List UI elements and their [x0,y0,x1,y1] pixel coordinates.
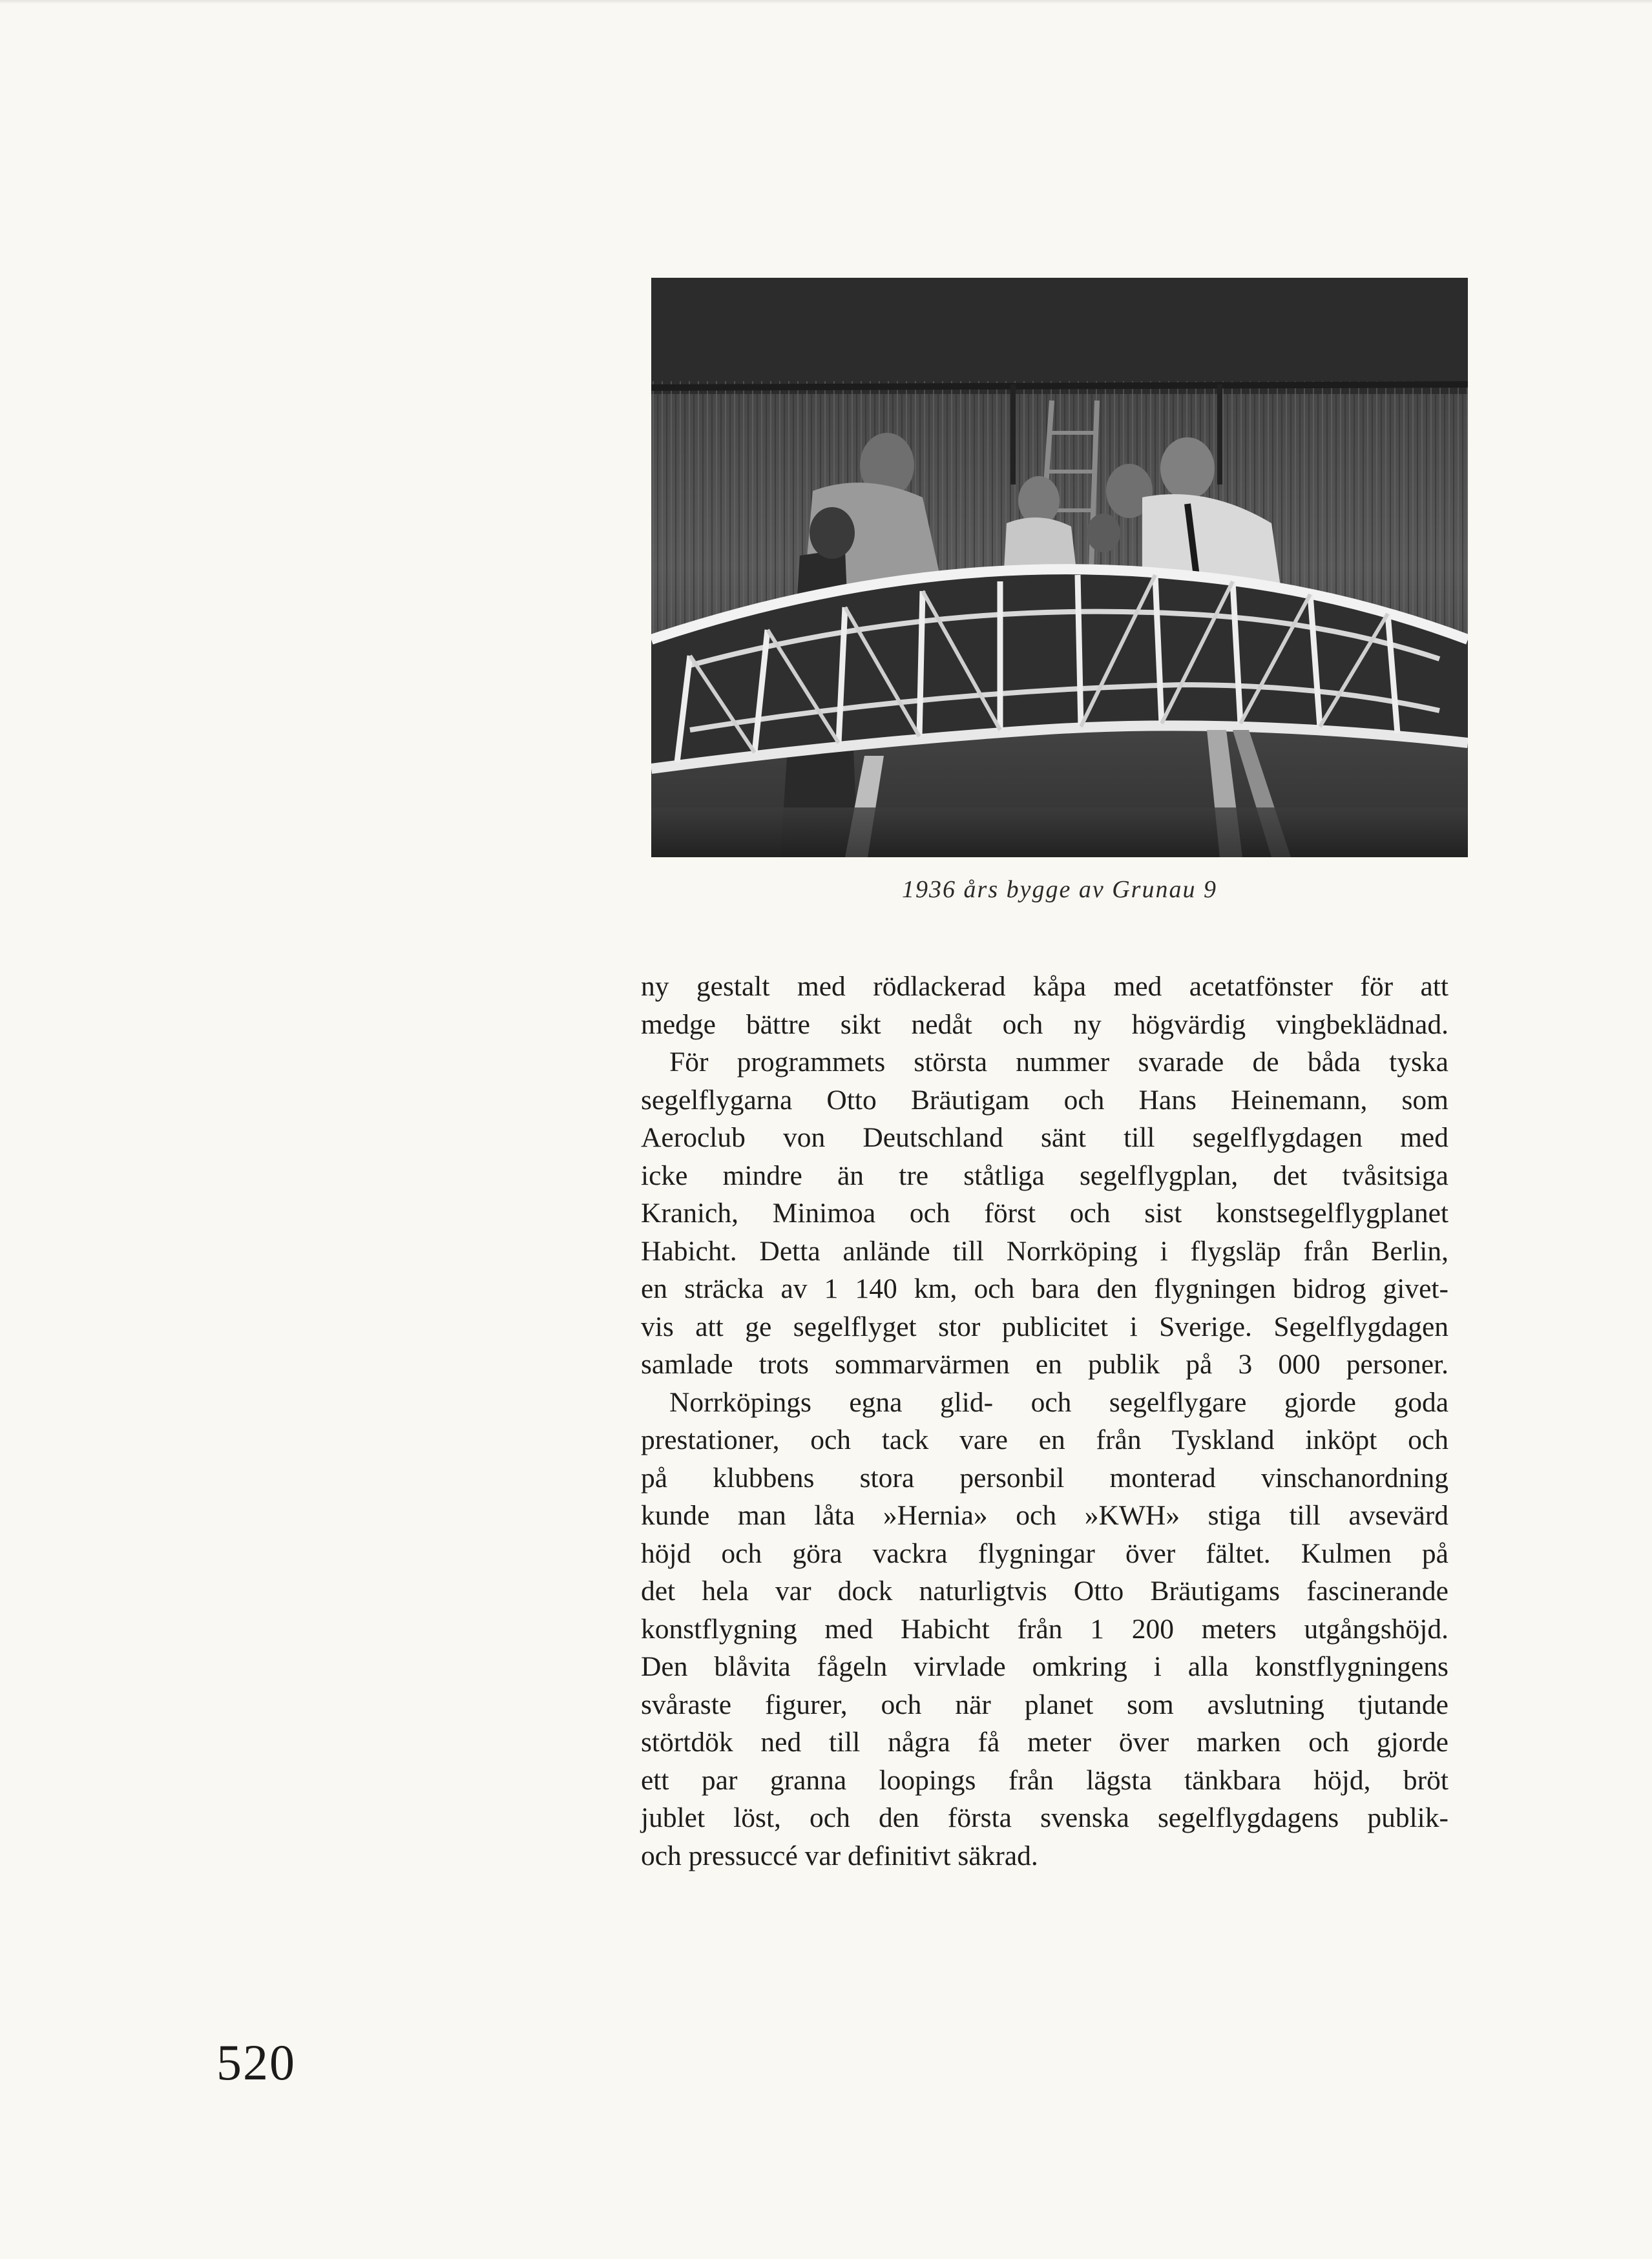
text-line: vis att ge segelflyget stor publicitet i Sverige. Segelflygdagen [641,1311,1448,1342]
text-line: Norrköpings egna glid- och segelflygare gjorde goda [669,1386,1448,1418]
text-line: det hela var dock naturligtvis Otto Bräutigams fascinerande [641,1576,1448,1607]
text-line: konstflygning med Habicht från 1 200 meters utgångshöjd. [641,1613,1448,1645]
text-line: prestationer, och tack vare en från Tyskland inköpt och [641,1424,1448,1455]
photo-drawing [651,278,1468,857]
text-line: icke mindre än tre ståtliga segelflygplan, det tvåsitsiga [641,1160,1448,1191]
text-line: jublet löst, och den första svenska segelflygdagens publik- [641,1802,1448,1833]
text-line: segelflygarna Otto Bräutigam och Hans Heinemann, som [641,1084,1448,1116]
text-line: ny gestalt med rödlackerad kåpa med acetatfönster för att [641,971,1448,1002]
text-line: Aeroclub von Deutschland sänt till segelflygdagen med [641,1122,1448,1153]
page-top-edge [0,0,1652,4]
text-line: medge bättre sikt nedåt och ny högvärdig vingbeklädnad. [641,1008,1448,1040]
text-line: Habicht. Detta anlände till Norrköping i flygsläp från Berlin, [641,1235,1448,1267]
text-line: För programmets största nummer svarade de båda tyska [669,1046,1448,1077]
page-number: 520 [216,2034,296,2090]
body-text [641,968,1448,1875]
text-line: på klubbens stora personbil monterad vinschanordning [641,1462,1448,1494]
photo-caption: 1936 års bygge av Grunau 9 [902,876,1217,903]
text-line: samlade trots sommarvärmen en publik på 3 000 personer. [641,1349,1448,1380]
text-line: störtdök ned till några få meter över marken och gjorde [641,1727,1448,1758]
text-line: höjd och göra vackra flygningar över fältet. Kulmen på [641,1537,1448,1569]
text-line: Den blåvita fågeln virvlade omkring i alla konstflygningens [641,1651,1448,1682]
text-line: och pressuccé var definitivt säkrad. [641,1840,1038,1871]
text-line: en sträcka av 1 140 km, och bara den flygningen bidrog givet- [641,1273,1448,1304]
text-line: ett par granna loopings från lägsta tänkbara höjd, bröt [641,1764,1448,1796]
text-line: Kranich, Minimoa och först och sist konstsegelflygplanet [641,1198,1448,1229]
text-line: kunde man låta »Hernia» och »KWH» stiga till avsevärd [641,1500,1448,1531]
text-line: svåraste figurer, och när planet som avslutning tjutande [641,1689,1448,1720]
photograph-glider-construction [651,278,1468,857]
